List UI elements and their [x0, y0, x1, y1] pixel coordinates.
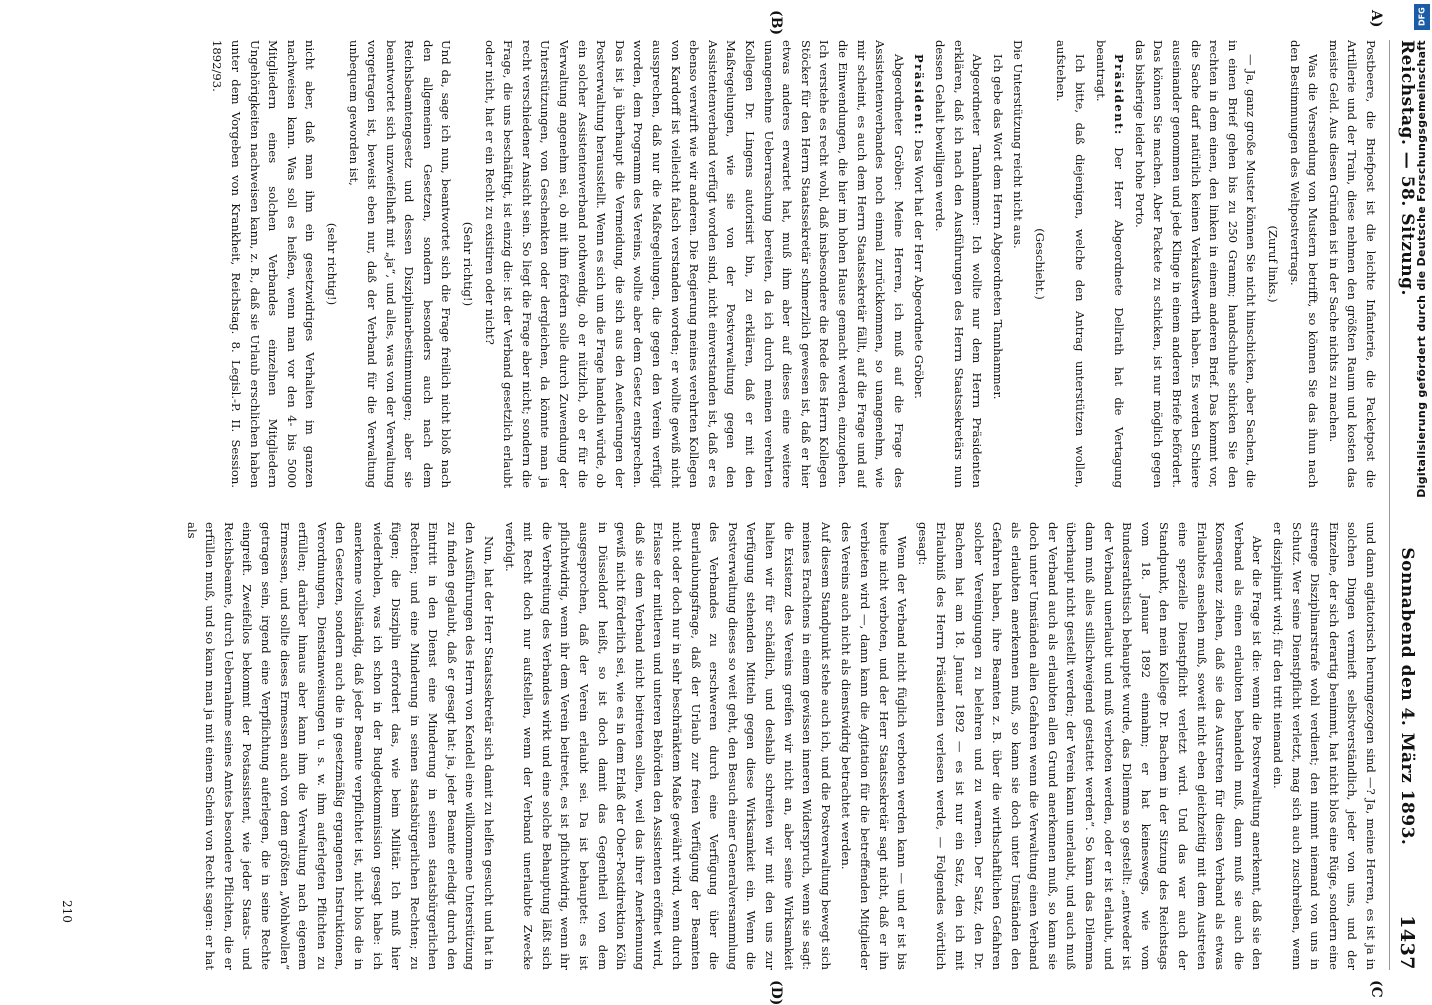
page-number: 1437	[1396, 915, 1418, 971]
paragraph-text: Der Herr Abgeordnete Dellrath hat die Vertagung beantragt.	[1093, 40, 1127, 488]
margin-letter-a: A)	[1368, 10, 1384, 28]
margin-letter-b: (B)	[768, 10, 784, 36]
right-column	[60, 522, 1380, 970]
stage-direction: (Sehr richtig!)	[461, 221, 476, 307]
paragraph: Auf diesem Standpunkt stehe auch ich, und die Postverwaltung bewegt sich meines Erachtens in einem gewissen inneren Widerspruch, wenn sie sagt: die Existenz des Vereins greifen wir nicht an, aber seine Wirksamkeit halten wir für schädlich, und deshalb schreiten wir mit den uns zur Verfügung stehenden Mitteln gegen diese Wirksamkeit ein. Wenn die Postverwaltung dieses so weit geht, den Besuch einer Generalversammlung des Verbandes zu erschweren durch eine Verfügung über die Beurlaubungsfrage, daß der Urlaub zur freien Verfügung der Beamten nicht oder doch nur in sehr beschränktem Maße gewährt wird, wenn durch Erlasse der mittleren und unteren Behörden den Assistenten eröffnet wird, daß sie dem Verband nicht beitreten sollen, weil das ihrer Anerkennung gewiß nicht förderlich sei, wie es in dem Erlaß der Ober-Postdirektion Köln in Düsseldorf heißt, so ist doch damit das Gegentheil von dem ausgesprochen, daß der Verein erlaubt sei. Da ist behauptet: es ist pflichtwidrig, wenn ihr dem Verein beitretet, es ist pflichtwidrig, wenn ihr die Verbreitung des Verbandes wirkt und eine solche Behauptung läßt sich mit Recht doch nur aufstellen, wenn der Verband unerlaubte Zwecke verfolgt.	[502, 522, 833, 970]
stage-direction: (Zuruf links.)	[1266, 225, 1281, 303]
paragraph: Und da, sage ich nun, beantwortet sich die Frage freilich nicht bloß nach den allgemeinen Gesetzen, sondern besonders auch nach dem Reichsbeamtengesetz und dessen Disziplinarbestimmungen; aber sie beantwortet sich unzweifelhaft mit „ja“, und alles, was von der Verwaltung vorgetragen ist, beweist eben nur, daß der Verband für die Verwaltung unbequem geworden ist,	[346, 40, 454, 488]
header-center: Sonnabend den 4. März 1893.	[1397, 547, 1417, 846]
paragraph: Nun, hat der Herr Staatssekretär sich damit zu helfen gesucht und hat in den Ausführungen des Herrn von Kendell eine willkommene Unterstützung zu finden geglaubt, daß er gesagt hat: ja, jeder Beamte erledigt durch den Eintritt in den Dienst eine Minderung in seinen staatsbürgerlichen Rechten; und eine Minderung in seinen staatsbürgerlichen Rechten; zu fügen; die Disziplin erfordert das, wie beim Militär. Ich muß hier wiederholen, was ich schon in der Budgetkommission gesagt habe: ich anerkenne vollständig, daß jeder Beamte verpflichtet ist, nicht blos die in den Gesetzen, sondern auch die in gesetzmäßig ergangenen Instruktionen, Verordnungen, Dienstanweisungen u. s. w. ihm auferlegten Pflichten zu erfüllen; darüber hinaus aber kann ihm die Verwaltung nach eigenem Ermessen, und sollte dieses Ermessen auch von dem größten „Wohlwollen“ getragen sein, irgend eine Verpflichtung auferlegen, die in seine Rechte eingreift. Zweifellos bekommt der Postassistent, wie jeder Staats- und Reichsbeamte, durch Uebernahme seines Amtes besondere Pflichten, die er erfüllen muß, und so kann man ja mit einem Schein von Recht sagen: er hat als	[184, 522, 497, 970]
paragraph	[910, 40, 929, 488]
paragraph: — Ja, ganz große Muster können Sie nicht hinschicken, aber Sachen, die in einen Brief gehen bis zu 250 Gramm; handschuhe schicken Sie den rechten in dem einen, den linken in einem anderen Brief. Das kommt vor, die Sache darf natürlich keinen Verkaufswerth haben. Es werden Schiere auseinander genommen und jede Klinge in einem anderen Briefe befördert. Das können Sie machen. Aber Packete zu schicken, ist nur möglich gegen das bisherige leider hohe Porto.	[1132, 40, 1259, 488]
left-column	[60, 40, 1380, 488]
paragraph: und dann agitatorisch herumgezogen sind —? Ja, meine Herren, es ist ja in solchen Dingen vermieft selbstverständlich, jeder von uns, und der Einzelne, der sich derartig benimmt, hat nicht blos eine Rüge, sondern eine strenge Disziplinarstrafe wohl verdient; den nimmt niemand von uns in Schutz. Wer seine Dienstpflicht verletzt, mag sich auch zuschreiben, wenn er disziplinirt wird; für den tritt niemand ein.	[1271, 522, 1378, 970]
paragraph: Wenn der Verband nicht füglich verboten werden kann — und er ist bis heute nicht verboten, und der Herr Staatssekretär sagt nicht, daß er ihn verbieten wird —, dann kann die Agitation für die betreffenden Mitglieder des Vereins auch nicht als dienstwidrig betrachtet werden.	[839, 522, 910, 970]
paragraph: Ich gebe das Wort dem Herrn Abgeordneten Tannhammer.	[990, 54, 1005, 400]
stage-direction: (Geschieht.)	[1032, 228, 1047, 300]
speaker-label: Präsident:	[1112, 54, 1127, 136]
paragraph: nicht aber, daß man ihm ein gesetzwidriges Verhalten im ganzen nachweisen kann. Was soll es heißen, wenn man vor den 4- bis 5000 Mitgliedern eines solchen Verbandes einzelnen Mitgliedern Ungehörigkeiten nachweisen kann, z. B., daß sie Urlaub erschlichen haben unter dem Vorgeben von Krankheit, Reichstag. 8. Legisl.-P. II. Session. 1892/93.	[210, 40, 318, 488]
dfg-logo-badge: DFG	[1414, 4, 1430, 30]
paragraph-text: Das Wort hat der Herr Abgeordnete Gröber.	[912, 135, 927, 399]
paragraph: Was die Versendung von Mustern betrifft, so können Sie das ihun nach den Bestimmungen des Weltpostvertrags.	[1287, 40, 1321, 488]
paragraph: Abgeordneter Tannhammer: Ich wollte nur dem Herrn Präsidenten erklären, daß ich nach den Ausführungen des Herrn Staatssekretärs nun dessen Gehalt bewilligen werde.	[932, 40, 985, 488]
paragraph	[1091, 40, 1128, 488]
margin-letter-d: (D)	[768, 980, 784, 1005]
speaker-label: Präsident:	[912, 54, 927, 136]
stage-direction: (sehr richtig!)	[324, 222, 339, 306]
paragraph: Aber die Frage ist die: wenn die Postverwaltung anerkennt, daß sie den Verband als einen erlaubten behandeln muß, dann muß sie auch die Konsequenz ziehen, daß sie das Austreten für diesen Verband als etwas Erlaubtes ansehen muß, soweit nicht eben gleichzeitig mit dem Austreten eine spezielle Dienstpflicht verletzt wird. Und das war auch der Standpunkt, den mein Kollege Dr. Bachem in der Sitzung des Reichstags vom 18. Januar 1892 einnahm; er hat keineswegs, wie vom Bundesrathstisch behauptet wurde, das Dilemma so gestellt: „entweder ist der Verband unerlaubt und muß verboten werden, oder er ist erlaubt, und dann muß alles stillschweigend gestattet werden“. So kann das Dilemma überhaupt nicht gestellt werden; der Verein kann unerlaubt, und auch muß der Verband auch als erlaubten allen Grund anerkennen muß, so kann sie doch unter Umständen allen Gefahren wenn die Verwaltung einen Verband als erlaubten anerkennen muß, so kann sie doch unter Umständen den Gefahren haben, ihre Beamten z. B. über die wirthschaftlichen Gefahren solcher Vereinigungen zu belehren und zu warnen. Der Satz, den Dr. Bachem hat am 18. Januar 1892 — es ist nur ein Satz, den ich mit Erlaubniß des Herrn Präsidenten verlesen werde, — Folgendes wörtlich gesagt:	[915, 522, 1265, 970]
margin-letter-c: (C	[1368, 980, 1384, 998]
paragraph: Die Unterstützung reicht nicht aus.	[1011, 40, 1026, 249]
footnote-mark: 210	[60, 900, 74, 923]
digitization-notice: Digitalisierung gefördert durch die Deutsche Forschungsgemeinschaft	[1415, 40, 1428, 498]
paragraph: Abgeordneter Gröber: Meine Herren, ich muß auf die Frage des Assistentenverbandes noch einmal zurückkommen, so unangenehm, wie mir scheint, es auch dem Herrn Staatssekretär fällt, auf die Frage und auf die Einwendungen, die hier im hohen Hause gemacht werden, einzugehen. Ich verstehe es recht wohl, daß insbesondere die Rede des Herrn Kollegen Stöcker für den Herrn Staatssekretär schmerzlich gewesen ist, daß er hier etwas anderes erwartet hat, muß ihm aber auf dieses eine weitere unangenehme Ueberraschung bereiten, da ich durch meinen verehrten Kollegen Dr. Lingens autorisirt bin, zu erklären, daß er mit den Maßregelungen, wie sie von der Postverwaltung gegen den Assistentenverband verfügt worden sind, nicht einverstanden ist, daß er es ebenso verwirft wie wir anderen. Die Regierung meines verehrten Kollegen von Kardorff ist vielleicht falsch verstanden worden; er wollte gewiß nicht aussprechen, daß nur die Maßregelungen, die gegen den Verein verfügt worden, dem Programm des Vereins, wollte aber dem Gesetz entsprechen. Das ist ja überhaupt die Vermeidung, die sich aus den Aeußerungen der Postverwaltung herausstellt. Wenn es sich um die Frage handeln würde, ob ein solcher Assistentenverband nothwendig, ob er nützlich, ob er für die Verwaltung angenehm sei, ob mit ihm fördern solle durch Zuwendung der Unterstützungen, von Geschenkten oder dergleichen, da könnte man ja recht verschiedener Ansicht sein. So liegt die Frage aber nicht; sondern die Frage, die uns beschäftigt, ist einzig die: ist der Verband gesetzlich erlaubt oder nicht, hat er ein Recht zu existiren oder nicht?	[482, 40, 906, 488]
header-left: Reichstag. — 58. Sitzung.	[1397, 40, 1417, 296]
paragraph: Ich bitte, daß diejenigen, welche den Antrag unterstützen wollen, aufstehen.	[1054, 40, 1088, 488]
paragraph: Postbeere, die Briefpost ist die leichte Infanterie, die Packetpost die Artillerie und der Train, diese nehmen den größten Raum und kosten das meiste Geld. Aus diesen Gründen ist in der Sache nichts zu machen.	[1326, 40, 1378, 488]
